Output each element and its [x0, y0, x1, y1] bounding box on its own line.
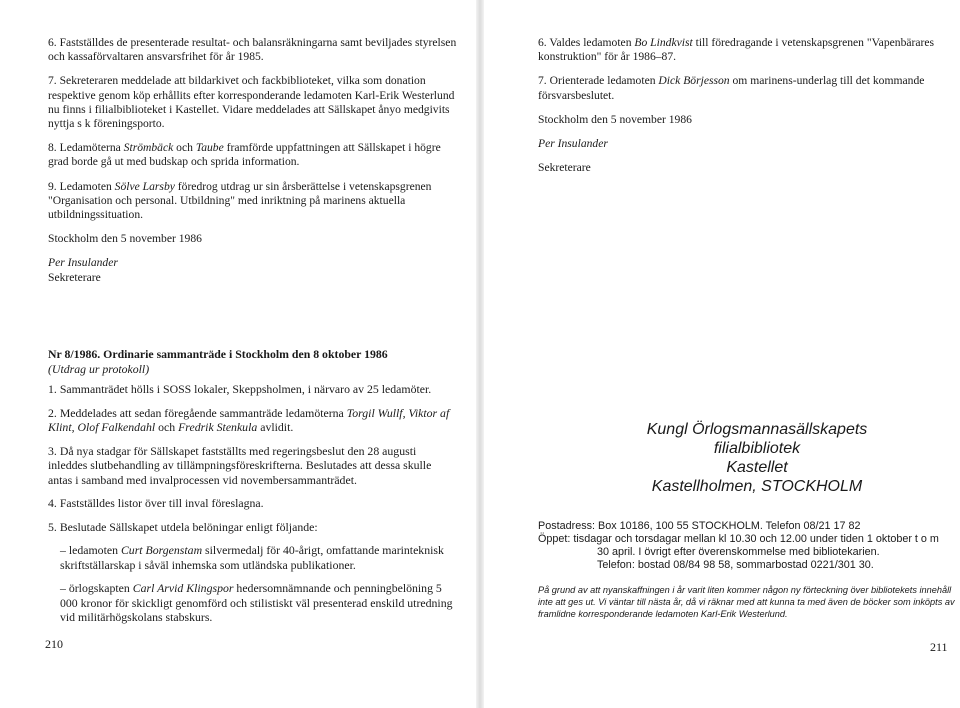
lower-item-3 — [48, 444, 458, 488]
item-number: 5. — [48, 519, 57, 534]
award-1 — [48, 543, 458, 572]
item-text-pre: – ledamoten — [60, 543, 121, 557]
library-title-line2: filialbibliotek — [713, 440, 801, 457]
member-names: Fredrik Stenkula — [178, 420, 258, 434]
item-number: 6. — [538, 36, 547, 49]
member-name: Sölve Larsby — [114, 179, 175, 193]
member-name: Strömbäck — [123, 141, 174, 155]
member-names: Torgil Wullf, Viktor af Klint, Olof Falkendahl — [48, 405, 450, 434]
place-date: Stockholm den 5 november 1986 — [538, 112, 692, 126]
page-number-right: 211 — [930, 640, 948, 654]
item-text-post: föredrog utdrag ur sin årsberättelse i vetenskapsgrenen "Organisation och personal. Utbildning" med inriktning på marinens aktuella utbildningssituation. — [48, 179, 432, 222]
item-text-pre: Orienterade ledamoten — [549, 74, 659, 88]
item-text-post: om marinens-underlag till det kommande försvarsbeslutet. — [538, 74, 925, 102]
item-text-post: silvermedalj för 40-årigt, omfattande marinteknisk skriftställarskap i såväl inhemska som utländska publikationer. — [60, 543, 444, 572]
item-number: 8. — [48, 141, 57, 155]
opening-hours: Öppet: tisdagar och torsdagar mellan kl 10.30 och 12.00 under tiden 1 oktober t o m — [538, 533, 939, 545]
library-title-line1: Kungl Örlogsmannasällskapets — [646, 421, 868, 438]
meeting-heading — [48, 347, 468, 376]
lower-item-4 — [48, 496, 458, 511]
member-name: Bo Lindkvist — [634, 36, 693, 49]
item-text-mid: och — [155, 420, 179, 434]
postal-address: Postadress: Box 10186, 100 55 STOCKHOLM. Telefon 08/21 17 82 — [538, 520, 861, 532]
item-number: 7. — [538, 74, 547, 88]
item-text-pre: – örlogskapten — [60, 581, 133, 595]
item-text-pre: Meddelades att sedan föregående sammanträde ledamöterna — [59, 405, 347, 420]
right-item-7 — [538, 74, 948, 102]
left-item-8 — [48, 141, 458, 169]
item-text-post: framförde uppfattningen att Sällskapet i högre grad borde gå ut med budskap och sprida information. — [48, 141, 441, 169]
item-number: 6. — [48, 36, 57, 49]
item-text-post: avlidit. — [257, 420, 294, 434]
lower-item-1 — [48, 382, 458, 397]
signer-name-text: Per Insulander — [538, 137, 608, 151]
item-number: 3. — [48, 443, 57, 458]
place-date: Stockholm den 5 november 1986 — [48, 232, 202, 246]
item-text-post: hedersomnämnande och penningbelöning 5 000 kronor för skickligt genomförd och stilistiskt väl presenterad enskild utredning vid militärhögskolans stabskurs. — [60, 581, 453, 624]
left-item-7 — [48, 74, 458, 131]
item-text: Då nya stadgar för Sällskapet fastställts med regeringsbeslut den 28 augusti inleddes slutbehandling av tillämpningsföreskrifterna. Beslutades att dessa skulle antas i samband med invalprocessen vid novembersammanträdet. — [48, 443, 432, 487]
item-number: 1. — [48, 382, 57, 396]
phone-numbers: Telefon: bostad 08/84 98 58, sommarbostad 0221/301 30. — [597, 559, 874, 571]
item-number: 2. — [48, 405, 57, 420]
member-name: Taube — [195, 141, 224, 155]
meeting-title: Nr 8/1986. Ordinarie sammanträde i Stockholm den 8 oktober 1986 — [48, 347, 388, 361]
right-top-column — [538, 36, 948, 175]
item-text-post: till föredragande i vetenskapsgrenen "Vapenbärares konstruktion" för år 1986–87. — [538, 36, 935, 64]
signer-name — [538, 137, 948, 151]
left-lower-column — [48, 382, 458, 634]
item-number: 7. — [48, 74, 57, 88]
signer-role: Sekreterare — [48, 270, 101, 284]
meeting-subtitle — [48, 362, 468, 377]
item-text: Fastställdes listor över till inval föreslagna. — [59, 496, 264, 510]
library-note: På grund av att nyanskaffningen i år varit liten kommer någon ny förteckning över bibliotekets innehåll inte att ges ut. Vi väntar till nästa år, då vi räknar med att kunna ta med även de böcker som inköpts av framlidne korresponderande ledamoten Karl-Erik Westerlund. — [538, 585, 955, 619]
page-number-left: 210 — [45, 637, 63, 651]
award-2 — [48, 581, 458, 625]
signer-role: Sekreterare — [538, 161, 591, 175]
item-text-pre: Valdes ledamoten — [549, 36, 635, 49]
right-page — [482, 0, 960, 708]
item-text-mid: och — [173, 141, 196, 155]
opening-hours-cont: 30 april. I övrigt efter överenskommelse med bibliotekarien. — [597, 546, 880, 558]
lower-item-5 — [48, 520, 458, 535]
item-text: Beslutade Sällskapet utdela belöningar enligt följande: — [59, 519, 318, 534]
item-text: Sammanträdet hölls i SOSS lokaler, Skeppsholmen, i närvaro av 25 ledamöter. — [59, 382, 432, 396]
left-item-9 — [48, 180, 458, 223]
right-item-6 — [538, 36, 948, 64]
left-item-6 — [48, 36, 458, 64]
left-page — [0, 0, 478, 708]
member-name: Curt Borgenstam — [120, 543, 203, 557]
postal-info — [538, 520, 958, 572]
item-text-pre: Ledamoten — [59, 179, 115, 193]
signer-name-text: Per Insulander — [48, 256, 118, 270]
library-title-block — [577, 420, 937, 496]
item-number: 4. — [48, 496, 57, 510]
left-top-column — [48, 36, 458, 285]
item-text: Sekreteraren meddelade att bildarkivet och fackbiblioteket, vilka som donation respektive genom köp erhållits efter korresponderande ledamoten Karl-Erik Westerlund nu finns i filialbiblioteket i Kastellet. Vidare meddelades att Sällskapet ånyo medgivits nyttja s k föreningsporto. — [48, 74, 455, 131]
library-title-line4: Kastellholmen, STOCKHOLM — [651, 478, 863, 495]
member-name: Dick Börjesson — [658, 74, 730, 88]
item-number: 9. — [48, 179, 57, 193]
item-text: Fastställdes de presenterade resultat- och balansräkningarna samt beviljades styrelsen och kassaförvaltaren ansvarsfrihet för år 1985. — [48, 36, 457, 64]
lower-item-2 — [48, 406, 458, 435]
member-name: Carl Arvid Klingspor — [132, 581, 234, 595]
meeting-subtitle-text: (Utdrag ur protokoll) — [48, 361, 150, 376]
library-title-line3: Kastellet — [726, 459, 788, 476]
signer-name — [48, 256, 458, 270]
item-text-pre: Ledamöterna — [59, 141, 124, 155]
